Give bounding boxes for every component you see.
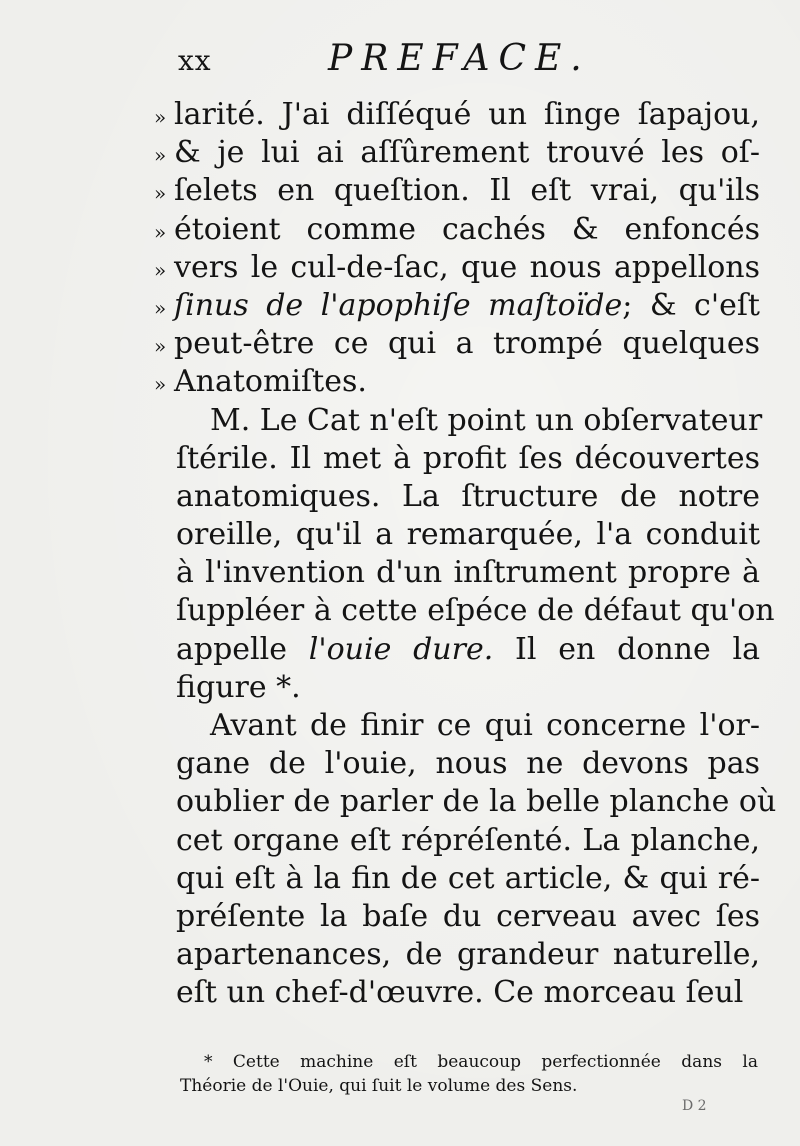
page-number: xx [178, 44, 212, 77]
text-line: ſuppléer à cette eſpéce de défaut qu'on [176, 593, 775, 629]
text-line: M. Le Cat n'eſt point un obſervateur [210, 402, 763, 438]
text-line: Avant de finir ce qui concerne l'or- [210, 708, 760, 743]
italic-term: l'ouie dure. [308, 631, 494, 667]
italic-term: ſinus de l'apophiſe maſtoïde [174, 287, 623, 323]
footnote [180, 1050, 758, 1098]
footnote-line: * Cette machine eſt beaucoup perfectionnée dans la [204, 1052, 758, 1072]
text-line: figure *. [176, 669, 301, 705]
footnote-line: Théorie de l'Ouie, qui ſuit le volume des Sens. [180, 1076, 578, 1096]
text-line: à l'invention d'un inſtrument propre à [176, 555, 760, 591]
text-line: ſtérile. Il met à profit ſes découvertes [176, 440, 760, 476]
text-line: anatomiques. La ſtructure de notre [176, 478, 760, 514]
text-line: eſt un chef-d'œuvre. Ce morceau ſeul [176, 975, 744, 1011]
text-line: » Anatomiſtes. [176, 363, 760, 401]
quote-mark: » [154, 219, 167, 244]
text-line: qui eſt à la fin de cet article, & qui ré- [176, 860, 760, 896]
text-line: » ſelets en queſtion. Il eſt vrai, qu'ils [176, 172, 760, 210]
text-line: appelle l'ouie dure. Il en donne la [176, 631, 760, 667]
quote-mark: » [154, 372, 167, 397]
quote-mark: » [154, 295, 167, 320]
quote-mark: » [154, 334, 167, 359]
body-text [154, 96, 777, 1013]
text-line: » vers le cul-de-ſac, que nous appellons [176, 249, 760, 287]
text-line: apartenances, de grandeur naturelle, [176, 937, 760, 973]
signature-mark: D 2 [682, 1098, 707, 1114]
text-line: » peut-être ce qui a trompé quelques [176, 325, 760, 363]
text-line: oublier de parler de la belle planche où [176, 784, 777, 820]
text-line: » & je lui ai aſſûrement trouvé les oſ- [176, 134, 760, 172]
text-line: » étoient comme cachés & enfoncés [176, 211, 760, 249]
quote-mark: » [154, 257, 167, 282]
text-line: cet organe eſt répréſenté. La planche, [176, 822, 760, 858]
text-line: gane de l'ouie, nous ne devons pas [176, 746, 760, 782]
quote-mark: » [154, 143, 167, 168]
quote-mark: » [154, 181, 167, 206]
running-head [178, 38, 638, 82]
text-line: préſente la baſe du cerveau avec ſes [176, 898, 760, 934]
quote-mark: » [154, 105, 167, 129]
text-line: » larité. J'ai diſſéqué un ſinge ſapajou, [176, 96, 760, 134]
text-line: oreille, qu'il a remarquée, l'a conduit [176, 517, 760, 553]
text-line: » ſinus de l'apophiſe maſtoïde; & c'eſt [176, 287, 760, 325]
running-title: PREFACE. [328, 38, 591, 79]
